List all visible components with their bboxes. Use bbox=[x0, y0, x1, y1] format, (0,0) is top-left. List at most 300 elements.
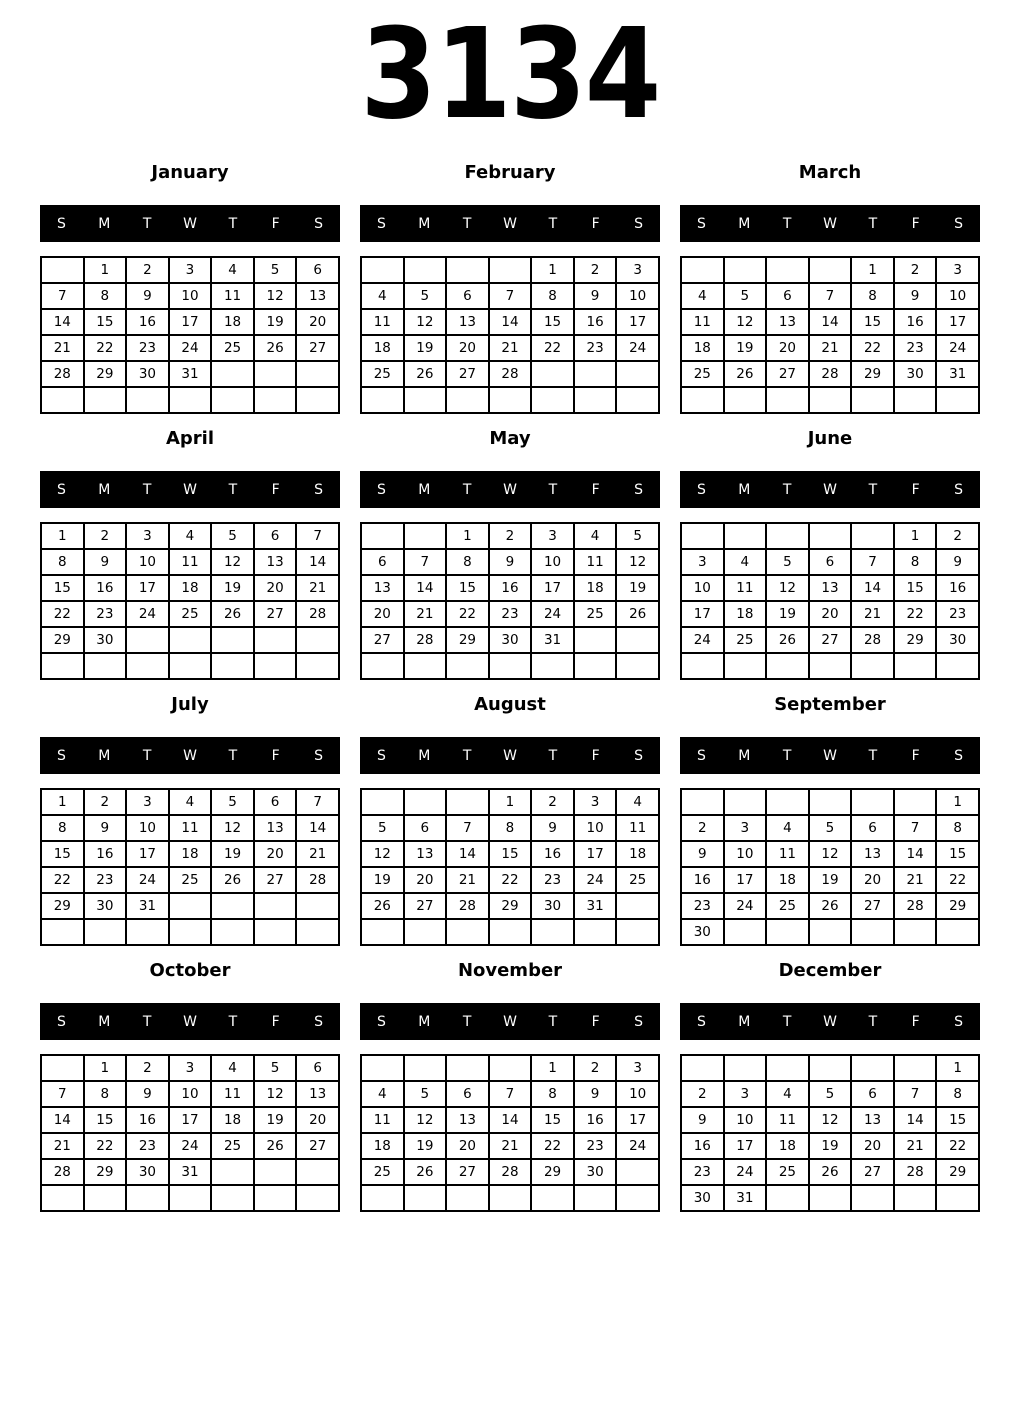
day-cell-june-26: 26 bbox=[766, 627, 809, 653]
day-cell-march-11: 11 bbox=[681, 309, 724, 335]
day-cell-march-29: 29 bbox=[851, 361, 894, 387]
day-cell-january-16: 16 bbox=[126, 309, 169, 335]
empty-cell bbox=[41, 387, 84, 413]
day-cell-november-4: 4 bbox=[361, 1081, 404, 1107]
day-cell-june-20: 20 bbox=[809, 601, 852, 627]
empty-cell bbox=[851, 523, 894, 549]
week-row bbox=[361, 361, 659, 387]
week-row bbox=[41, 1055, 339, 1081]
week-row bbox=[41, 1133, 339, 1159]
weekday-header-september bbox=[680, 737, 980, 774]
empty-cell bbox=[894, 653, 937, 679]
day-cell-february-28: 28 bbox=[489, 361, 532, 387]
day-cell-june-10: 10 bbox=[681, 575, 724, 601]
day-cell-october-6: 6 bbox=[296, 1055, 339, 1081]
day-cell-june-19: 19 bbox=[766, 601, 809, 627]
empty-cell bbox=[404, 919, 447, 945]
day-cell-november-30: 30 bbox=[574, 1159, 617, 1185]
day-cell-march-15: 15 bbox=[851, 309, 894, 335]
day-cell-march-10: 10 bbox=[936, 283, 979, 309]
day-cell-january-19: 19 bbox=[254, 309, 297, 335]
week-row bbox=[41, 361, 339, 387]
weekday-label: S bbox=[696, 1013, 706, 1030]
day-cell-february-19: 19 bbox=[404, 335, 447, 361]
weekday-label: F bbox=[271, 1013, 280, 1030]
day-cell-june-16: 16 bbox=[936, 575, 979, 601]
week-row bbox=[681, 1081, 979, 1107]
empty-cell bbox=[41, 1055, 84, 1081]
day-cell-december-4: 4 bbox=[766, 1081, 809, 1107]
day-cell-november-16: 16 bbox=[574, 1107, 617, 1133]
day-cell-october-3: 3 bbox=[169, 1055, 212, 1081]
day-cell-october-20: 20 bbox=[296, 1107, 339, 1133]
day-cell-february-5: 5 bbox=[404, 283, 447, 309]
weekday-label: M bbox=[418, 215, 431, 232]
week-row bbox=[681, 387, 979, 413]
day-cell-march-25: 25 bbox=[681, 361, 724, 387]
empty-cell bbox=[361, 257, 404, 283]
weekday-label: F bbox=[271, 215, 280, 232]
week-row bbox=[361, 335, 659, 361]
week-row bbox=[681, 549, 979, 575]
week-row bbox=[361, 653, 659, 679]
empty-cell bbox=[574, 627, 617, 653]
day-cell-may-3: 3 bbox=[531, 523, 574, 549]
day-cell-may-21: 21 bbox=[404, 601, 447, 627]
empty-cell bbox=[616, 627, 659, 653]
day-cell-june-23: 23 bbox=[936, 601, 979, 627]
empty-cell bbox=[446, 789, 489, 815]
day-cell-august-22: 22 bbox=[489, 867, 532, 893]
empty-cell bbox=[894, 1185, 937, 1211]
day-cell-april-30: 30 bbox=[84, 627, 127, 653]
day-cell-october-30: 30 bbox=[126, 1159, 169, 1185]
day-cell-october-21: 21 bbox=[41, 1133, 84, 1159]
weekday-label: S bbox=[954, 1013, 964, 1030]
weekday-label: S bbox=[696, 215, 706, 232]
empty-cell bbox=[296, 653, 339, 679]
empty-cell bbox=[296, 387, 339, 413]
empty-cell bbox=[126, 387, 169, 413]
day-cell-january-23: 23 bbox=[126, 335, 169, 361]
empty-cell bbox=[41, 919, 84, 945]
day-cell-september-17: 17 bbox=[724, 867, 767, 893]
day-cell-february-27: 27 bbox=[446, 361, 489, 387]
day-cell-november-8: 8 bbox=[531, 1081, 574, 1107]
week-row bbox=[361, 867, 659, 893]
day-cell-september-4: 4 bbox=[766, 815, 809, 841]
empty-cell bbox=[169, 387, 212, 413]
day-cell-november-26: 26 bbox=[404, 1159, 447, 1185]
day-cell-november-12: 12 bbox=[404, 1107, 447, 1133]
day-cell-november-19: 19 bbox=[404, 1133, 447, 1159]
day-cell-november-15: 15 bbox=[531, 1107, 574, 1133]
day-cell-december-6: 6 bbox=[851, 1081, 894, 1107]
day-cell-march-23: 23 bbox=[894, 335, 937, 361]
weekday-label: S bbox=[56, 1013, 66, 1030]
day-cell-march-16: 16 bbox=[894, 309, 937, 335]
day-cell-october-22: 22 bbox=[84, 1133, 127, 1159]
week-row bbox=[361, 1081, 659, 1107]
day-cell-august-27: 27 bbox=[404, 893, 447, 919]
empty-cell bbox=[254, 1185, 297, 1211]
empty-cell bbox=[681, 789, 724, 815]
empty-cell bbox=[574, 919, 617, 945]
day-cell-august-9: 9 bbox=[531, 815, 574, 841]
day-cell-august-30: 30 bbox=[531, 893, 574, 919]
empty-cell bbox=[254, 387, 297, 413]
empty-cell bbox=[446, 653, 489, 679]
day-cell-november-23: 23 bbox=[574, 1133, 617, 1159]
day-cell-december-14: 14 bbox=[894, 1107, 937, 1133]
day-cell-july-10: 10 bbox=[126, 815, 169, 841]
empty-cell bbox=[616, 653, 659, 679]
day-cell-december-1: 1 bbox=[936, 1055, 979, 1081]
month-october bbox=[40, 959, 340, 1212]
weekday-label: F bbox=[591, 747, 600, 764]
day-cell-january-12: 12 bbox=[254, 283, 297, 309]
weekday-label: M bbox=[738, 481, 751, 498]
day-cell-october-11: 11 bbox=[211, 1081, 254, 1107]
day-cell-march-9: 9 bbox=[894, 283, 937, 309]
day-cell-april-29: 29 bbox=[41, 627, 84, 653]
day-cell-july-29: 29 bbox=[41, 893, 84, 919]
weekday-header-march bbox=[680, 205, 980, 242]
day-grid-june bbox=[680, 522, 980, 680]
day-cell-february-23: 23 bbox=[574, 335, 617, 361]
day-grid-september bbox=[680, 788, 980, 946]
empty-cell bbox=[446, 387, 489, 413]
empty-cell bbox=[254, 919, 297, 945]
day-cell-september-22: 22 bbox=[936, 867, 979, 893]
day-cell-august-3: 3 bbox=[574, 789, 617, 815]
weekday-label: T bbox=[782, 481, 792, 498]
week-row bbox=[681, 1159, 979, 1185]
day-cell-september-16: 16 bbox=[681, 867, 724, 893]
month-july bbox=[40, 693, 340, 946]
day-cell-september-20: 20 bbox=[851, 867, 894, 893]
empty-cell bbox=[681, 523, 724, 549]
empty-cell bbox=[894, 789, 937, 815]
weekday-header-april bbox=[40, 471, 340, 508]
weekday-label: T bbox=[868, 1013, 878, 1030]
day-cell-april-9: 9 bbox=[84, 549, 127, 575]
day-cell-may-10: 10 bbox=[531, 549, 574, 575]
day-cell-november-20: 20 bbox=[446, 1133, 489, 1159]
day-cell-may-31: 31 bbox=[531, 627, 574, 653]
weekday-label: T bbox=[548, 481, 558, 498]
day-cell-april-5: 5 bbox=[211, 523, 254, 549]
day-cell-september-5: 5 bbox=[809, 815, 852, 841]
empty-cell bbox=[894, 387, 937, 413]
day-cell-september-25: 25 bbox=[766, 893, 809, 919]
weekday-label: S bbox=[634, 481, 644, 498]
day-cell-may-25: 25 bbox=[574, 601, 617, 627]
day-cell-august-25: 25 bbox=[616, 867, 659, 893]
empty-cell bbox=[851, 1055, 894, 1081]
day-cell-january-14: 14 bbox=[41, 309, 84, 335]
week-row bbox=[681, 1133, 979, 1159]
weekday-header-february bbox=[360, 205, 660, 242]
day-cell-january-5: 5 bbox=[254, 257, 297, 283]
day-cell-may-14: 14 bbox=[404, 575, 447, 601]
empty-cell bbox=[361, 387, 404, 413]
empty-cell bbox=[681, 653, 724, 679]
weekday-label: T bbox=[228, 215, 238, 232]
day-cell-october-5: 5 bbox=[254, 1055, 297, 1081]
weekday-label: M bbox=[418, 1013, 431, 1030]
day-cell-november-18: 18 bbox=[361, 1133, 404, 1159]
weekday-label: S bbox=[314, 747, 324, 764]
day-cell-july-4: 4 bbox=[169, 789, 212, 815]
day-cell-november-14: 14 bbox=[489, 1107, 532, 1133]
weekday-label: W bbox=[823, 747, 837, 764]
weekday-header-august bbox=[360, 737, 660, 774]
weekday-label: F bbox=[911, 215, 920, 232]
day-cell-october-26: 26 bbox=[254, 1133, 297, 1159]
day-cell-october-17: 17 bbox=[169, 1107, 212, 1133]
day-cell-august-24: 24 bbox=[574, 867, 617, 893]
empty-cell bbox=[254, 361, 297, 387]
day-cell-december-23: 23 bbox=[681, 1159, 724, 1185]
day-cell-june-24: 24 bbox=[681, 627, 724, 653]
weekday-label: S bbox=[954, 215, 964, 232]
empty-cell bbox=[851, 653, 894, 679]
weekday-label: S bbox=[376, 481, 386, 498]
day-cell-october-29: 29 bbox=[84, 1159, 127, 1185]
day-cell-december-2: 2 bbox=[681, 1081, 724, 1107]
week-row bbox=[361, 1107, 659, 1133]
empty-cell bbox=[361, 1185, 404, 1211]
day-cell-august-7: 7 bbox=[446, 815, 489, 841]
day-cell-march-1: 1 bbox=[851, 257, 894, 283]
weekday-label: T bbox=[462, 215, 472, 232]
month-name-february: February bbox=[464, 162, 556, 183]
empty-cell bbox=[616, 893, 659, 919]
weekday-label: S bbox=[954, 747, 964, 764]
empty-cell bbox=[296, 919, 339, 945]
day-cell-september-21: 21 bbox=[894, 867, 937, 893]
day-cell-november-1: 1 bbox=[531, 1055, 574, 1081]
day-cell-november-13: 13 bbox=[446, 1107, 489, 1133]
day-cell-december-24: 24 bbox=[724, 1159, 767, 1185]
day-cell-february-3: 3 bbox=[616, 257, 659, 283]
month-january bbox=[40, 161, 340, 414]
empty-cell bbox=[531, 653, 574, 679]
empty-cell bbox=[254, 893, 297, 919]
month-name-may: May bbox=[489, 428, 531, 449]
weekday-label: W bbox=[823, 215, 837, 232]
day-cell-april-4: 4 bbox=[169, 523, 212, 549]
weekday-label: M bbox=[98, 215, 111, 232]
day-cell-august-4: 4 bbox=[616, 789, 659, 815]
week-row bbox=[41, 523, 339, 549]
weekday-label: T bbox=[142, 215, 152, 232]
day-cell-june-6: 6 bbox=[809, 549, 852, 575]
weekday-label: S bbox=[634, 215, 644, 232]
day-cell-july-18: 18 bbox=[169, 841, 212, 867]
day-cell-october-13: 13 bbox=[296, 1081, 339, 1107]
year-title bbox=[0, 0, 1020, 161]
week-row bbox=[681, 841, 979, 867]
day-cell-may-26: 26 bbox=[616, 601, 659, 627]
day-cell-august-8: 8 bbox=[489, 815, 532, 841]
weekday-label: W bbox=[503, 747, 517, 764]
day-cell-january-1: 1 bbox=[84, 257, 127, 283]
day-cell-january-10: 10 bbox=[169, 283, 212, 309]
empty-cell bbox=[254, 1159, 297, 1185]
month-september bbox=[680, 693, 980, 946]
empty-cell bbox=[574, 361, 617, 387]
empty-cell bbox=[724, 257, 767, 283]
day-cell-september-14: 14 bbox=[894, 841, 937, 867]
month-name-july: July bbox=[171, 694, 209, 715]
day-cell-february-7: 7 bbox=[489, 283, 532, 309]
day-cell-january-6: 6 bbox=[296, 257, 339, 283]
empty-cell bbox=[574, 653, 617, 679]
empty-cell bbox=[404, 523, 447, 549]
day-cell-march-18: 18 bbox=[681, 335, 724, 361]
day-cell-may-24: 24 bbox=[531, 601, 574, 627]
empty-cell bbox=[489, 1185, 532, 1211]
weekday-label: M bbox=[738, 215, 751, 232]
week-row bbox=[361, 627, 659, 653]
day-cell-november-21: 21 bbox=[489, 1133, 532, 1159]
empty-cell bbox=[211, 627, 254, 653]
empty-cell bbox=[766, 523, 809, 549]
empty-cell bbox=[211, 387, 254, 413]
day-cell-june-3: 3 bbox=[681, 549, 724, 575]
weekday-label: S bbox=[314, 215, 324, 232]
day-cell-september-10: 10 bbox=[724, 841, 767, 867]
day-cell-october-10: 10 bbox=[169, 1081, 212, 1107]
weekday-label: W bbox=[183, 1013, 197, 1030]
day-grid-august bbox=[360, 788, 660, 946]
day-cell-march-31: 31 bbox=[936, 361, 979, 387]
weekday-label: M bbox=[418, 747, 431, 764]
weekday-label: S bbox=[376, 215, 386, 232]
day-cell-january-9: 9 bbox=[126, 283, 169, 309]
day-cell-june-13: 13 bbox=[809, 575, 852, 601]
weekday-label: W bbox=[503, 1013, 517, 1030]
week-row bbox=[681, 653, 979, 679]
day-cell-february-4: 4 bbox=[361, 283, 404, 309]
day-cell-march-21: 21 bbox=[809, 335, 852, 361]
empty-cell bbox=[126, 653, 169, 679]
day-cell-september-1: 1 bbox=[936, 789, 979, 815]
empty-cell bbox=[809, 919, 852, 945]
week-row bbox=[681, 601, 979, 627]
day-cell-july-20: 20 bbox=[254, 841, 297, 867]
week-row bbox=[361, 893, 659, 919]
day-cell-october-31: 31 bbox=[169, 1159, 212, 1185]
day-cell-september-29: 29 bbox=[936, 893, 979, 919]
day-cell-october-14: 14 bbox=[41, 1107, 84, 1133]
day-cell-june-9: 9 bbox=[936, 549, 979, 575]
day-cell-april-18: 18 bbox=[169, 575, 212, 601]
day-cell-december-16: 16 bbox=[681, 1133, 724, 1159]
day-cell-december-27: 27 bbox=[851, 1159, 894, 1185]
week-row bbox=[681, 627, 979, 653]
day-cell-october-1: 1 bbox=[84, 1055, 127, 1081]
day-cell-september-15: 15 bbox=[936, 841, 979, 867]
empty-cell bbox=[616, 387, 659, 413]
empty-cell bbox=[616, 919, 659, 945]
day-cell-february-10: 10 bbox=[616, 283, 659, 309]
day-cell-september-26: 26 bbox=[809, 893, 852, 919]
weekday-label: W bbox=[183, 215, 197, 232]
day-cell-march-13: 13 bbox=[766, 309, 809, 335]
day-cell-may-23: 23 bbox=[489, 601, 532, 627]
empty-cell bbox=[531, 919, 574, 945]
day-cell-april-16: 16 bbox=[84, 575, 127, 601]
empty-cell bbox=[296, 627, 339, 653]
day-cell-april-20: 20 bbox=[254, 575, 297, 601]
week-row bbox=[361, 257, 659, 283]
day-cell-january-24: 24 bbox=[169, 335, 212, 361]
week-row bbox=[41, 601, 339, 627]
weekday-label: F bbox=[911, 1013, 920, 1030]
month-february bbox=[360, 161, 660, 414]
day-cell-may-16: 16 bbox=[489, 575, 532, 601]
day-cell-march-19: 19 bbox=[724, 335, 767, 361]
month-name-october: October bbox=[149, 960, 231, 981]
day-cell-july-26: 26 bbox=[211, 867, 254, 893]
empty-cell bbox=[616, 361, 659, 387]
empty-cell bbox=[936, 919, 979, 945]
day-cell-september-2: 2 bbox=[681, 815, 724, 841]
week-row bbox=[681, 361, 979, 387]
weekday-label: M bbox=[738, 747, 751, 764]
week-row bbox=[361, 789, 659, 815]
day-cell-september-9: 9 bbox=[681, 841, 724, 867]
day-cell-july-1: 1 bbox=[41, 789, 84, 815]
day-cell-august-18: 18 bbox=[616, 841, 659, 867]
empty-cell bbox=[936, 387, 979, 413]
day-cell-april-22: 22 bbox=[41, 601, 84, 627]
empty-cell bbox=[851, 919, 894, 945]
week-row bbox=[41, 893, 339, 919]
week-row bbox=[41, 283, 339, 309]
day-cell-may-17: 17 bbox=[531, 575, 574, 601]
day-cell-july-2: 2 bbox=[84, 789, 127, 815]
day-cell-december-31: 31 bbox=[724, 1185, 767, 1211]
empty-cell bbox=[681, 257, 724, 283]
week-row bbox=[361, 1185, 659, 1211]
day-cell-march-28: 28 bbox=[809, 361, 852, 387]
week-row bbox=[41, 627, 339, 653]
week-row bbox=[41, 1185, 339, 1211]
empty-cell bbox=[404, 387, 447, 413]
day-cell-april-1: 1 bbox=[41, 523, 84, 549]
empty-cell bbox=[766, 257, 809, 283]
empty-cell bbox=[574, 1185, 617, 1211]
weekday-label: F bbox=[271, 481, 280, 498]
day-cell-november-9: 9 bbox=[574, 1081, 617, 1107]
weekday-label: F bbox=[591, 215, 600, 232]
day-cell-july-21: 21 bbox=[296, 841, 339, 867]
day-cell-january-30: 30 bbox=[126, 361, 169, 387]
weekday-label: T bbox=[868, 481, 878, 498]
empty-cell bbox=[809, 653, 852, 679]
empty-cell bbox=[809, 523, 852, 549]
empty-cell bbox=[489, 257, 532, 283]
day-cell-march-30: 30 bbox=[894, 361, 937, 387]
day-cell-november-2: 2 bbox=[574, 1055, 617, 1081]
week-row bbox=[41, 575, 339, 601]
week-row bbox=[41, 867, 339, 893]
empty-cell bbox=[84, 387, 127, 413]
